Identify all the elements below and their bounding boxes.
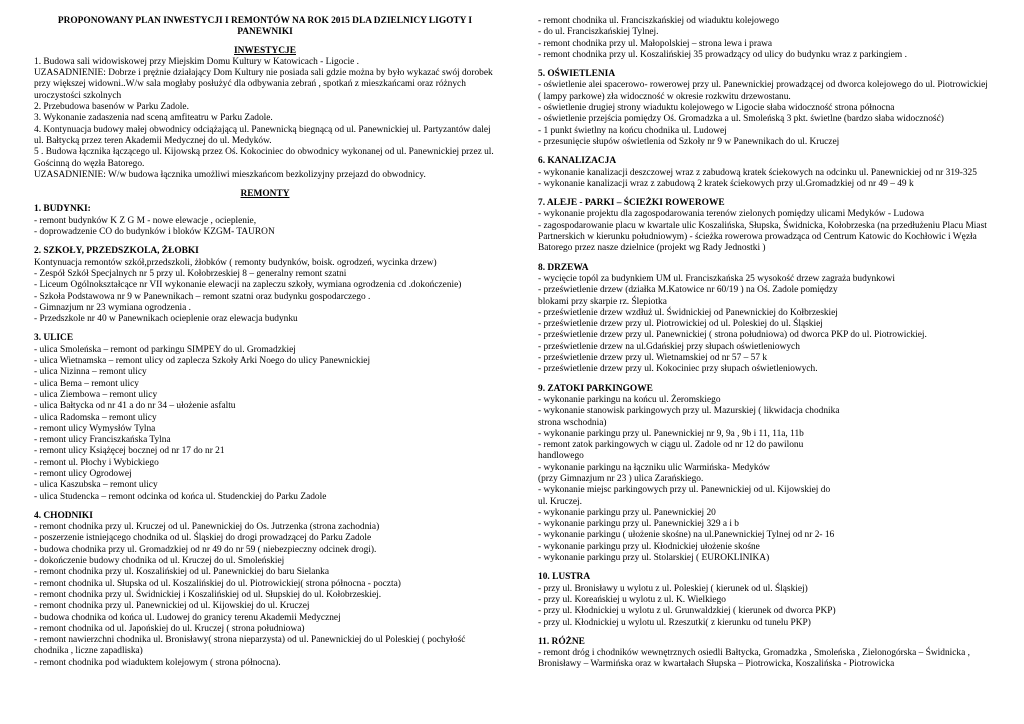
- investment-line: 5 . Budowa łącznika łączącego ul. Kijowską przez Oś. Kokociniec do obwodnicy wykonanej od ul. Panewnickiej przez ul. Gościnną do węzła Batorego.: [34, 147, 494, 169]
- investment-line: 3. Wykonanie zadaszenia nad sceną amfiteatru w Parku Zadole.: [34, 113, 273, 124]
- list-item: - prześwietlenie drzew przy ul. Wietnamskiej od nr 57 – 57 k: [538, 353, 768, 364]
- list-item: - ulica Bałtycka od nr 41 a do nr 34 – ułożenie asfaltu: [34, 401, 236, 412]
- list-item: - wykonanie kanalizacji wraz z zabudową 2 kratek ściekowych przy ul.Gromadzkiej od nr 49 – 49 k: [538, 178, 914, 189]
- list-item: - remont chodnika przy ul. Koszalińskiej od ul. Panewnickiej do baru Sielanka: [34, 567, 329, 578]
- list-item: - Liceum Ogólnokształcące nr VII wykonanie elewacji na zapleczu szkoły, wymiana ogrodzenia cd .dokończenie): [34, 280, 462, 291]
- document-title: PROPONOWANY PLAN INWESTYCJI I REMONTÓW NA ROK 2015 DLA DZIELNICY LIGOTY I PANEWNIKI: [57, 16, 473, 38]
- list-item: - oświetlenie przejścia pomiędzy Oś. Gromadzka a ul. Smoleńską 3 pkt. świetlne (bardzo słaba widoczność): [538, 114, 944, 125]
- list-item: - remont chodnika ul. Franciszkańskiej od wiaduktu kolejowego: [538, 16, 780, 26]
- list-item: - Przedszkole nr 40 w Panewnikach ocieplenie oraz elewacja budynku: [34, 314, 298, 325]
- list-item: - ulica Studencka – remont odcinka od końca ul. Studenckiej do Parku Zadole: [34, 491, 327, 502]
- list-item: - remont dróg i chodników wewnętrznych osiedli Bałtycka, Gromadzka , Smoleńska , Zielonogórska – Świdnicka , Bronisławy – Warmińska oraz w kwartałach Słupska – Piotrowicka, Koszalińska - Piotrowicka: [538, 648, 970, 670]
- list-item: - Szkoła Podstawowa nr 9 w Panewnikach – remont szatni oraz budynku gospodarczego .: [34, 291, 371, 302]
- investments-heading: INWESTYCJE: [234, 45, 296, 56]
- section-title: 5. OŚWIETLENIA: [538, 69, 616, 80]
- list-item: - remont chodnika przy ul. Małopolskiej – strona lewa i prawa: [538, 38, 773, 49]
- list-item: - prześwietlenie drzew na ul.Gdańskiej przy słupach oświetleniowych: [538, 341, 800, 352]
- list-item: - przy ul. Kłodnickiej u wylotu ul. Rzeszutki( z kierunku od tunelu PKP): [538, 617, 811, 628]
- list-item: - doprowadzenie CO do budynków i bloków KZGM- TAURON: [34, 227, 275, 238]
- list-item: blokami przy skarpie rz. Ślepiotka: [538, 296, 667, 307]
- investment-justification: UZASADNIENIE: W/w budowa łącznika umożliwi mieszkańcom bezkolizyjny przejazd do obwodnicy.: [34, 169, 426, 180]
- list-item: - wycięcie topól za budynkiem UM ul. Franciszkańska 25 wysokość drzew zagraża budynkowi: [538, 273, 895, 284]
- investment-line: 1. Budowa sali widowiskowej przy Miejskim Domu Kultury w Katowicach - Ligocie .: [34, 56, 359, 67]
- section-title: 7. ALEJE - PARKI – ŚCIEŻKI ROWEROWE: [538, 198, 725, 209]
- list-item: - przy ul. Kłodnickiej u wylotu z ul. Grunwaldzkiej ( kierunek od dworca PKP): [538, 606, 836, 617]
- list-item: - remont ulicy Książęcej bocznej od nr 17 do nr 21: [34, 446, 225, 457]
- list-item: - wykonanie miejsc parkingowych przy ul. Panewnickiej od ul. Kijowskiej do: [538, 485, 831, 496]
- list-item: - ulica Smoleńska – remont od parkingu SIMPEY do ul. Gromadzkiej: [34, 344, 296, 355]
- section-title: 9. ZATOKI PARKINGOWE: [538, 383, 653, 394]
- list-item: - wykonanie parkingu ( ułożenie skośne) na ul.Panewnickiej Tylnej od nr 2- 16: [538, 530, 835, 541]
- list-item: - remont chodnika pod wiaduktem kolejowym ( strona północna).: [34, 657, 281, 668]
- list-item: - wykonanie parkingu przy ul. Stolarskiej ( EUROKLINIKA): [538, 553, 770, 564]
- list-item: - remont chodnika ul. Słupska od ul. Koszalińskiej do ul. Piotrowickiej( strona północna - poczta): [34, 578, 401, 589]
- list-item: - remont chodnika przy ul. Kruczej od ul. Panewnickiej do Os. Jutrzenka (strona zachodnia): [34, 522, 380, 533]
- list-item: - do ul. Franciszkańskiej Tylnej.: [538, 27, 659, 38]
- list-item: - wykonanie parkingu przy ul. Panewnickiej 329 a i b: [538, 519, 739, 530]
- list-item: - remont nawierzchni chodnika ul. Bronisławy( strona nieparzysta) od ul. Panewnickiej do ul Poleskiej ( pochyłość chodnika , liczne zapadliska): [34, 635, 466, 657]
- list-item: - budowa chodnika przy ul. Gromadzkiej od nr 49 do nr 59 ( niebezpieczny odcinek drogi).: [34, 544, 377, 555]
- list-item: - wykonanie projektu dla zagospodarowania terenów zielonych pomiędzy ulicami Medyków - Ludowa: [538, 209, 925, 220]
- list-item: - prześwietlenie drzew (działka M.Katowice nr 60/19 ) na Oś. Zadole pomiędzy: [538, 285, 838, 296]
- investment-line: 2. Przebudowa basenów w Parku Zadole.: [34, 102, 189, 113]
- list-item: Kontynuacja remontów szkół,przedszkoli, żłobków ( remonty budynków, boisk. ogrodzeń, wycinka drzew): [34, 257, 437, 268]
- list-item: - ulica Ziembowa – remont ulicy: [34, 389, 158, 400]
- list-item: - ulica Kaszubska – remont ulicy: [34, 480, 158, 491]
- list-item: - prześwietlenie drzew przy ul. Piotrowickiej od ul. Poleskiej do ul. Śląskiej: [538, 319, 823, 330]
- list-item: - wykonanie parkingu przy ul. Panewnickiej nr 9, 9a , 9b i 11, 11a, 11b: [538, 428, 804, 439]
- left-column: [34, 16, 496, 669]
- list-item: - ulica Wietnamska – remont ulicy od zaplecza Szkoły Arki Noego do ulicy Panewnickiej: [34, 356, 371, 367]
- investment-justification: UZASADNIENIE: Dobrze i prężnie działający Dom Kultury nie posiada sali gdzie można by było wykazać swój dorobek przy większej widowni..W/w sala mogłaby posłużyć dla odbywania zebrań , spotkań z mieszkańcami oraz różnych uroczystości szkolnych: [34, 68, 493, 101]
- list-item: - przesunięcie słupów oświetlenia od Szkoły nr 9 w Panewnikach do ul. Kruczej: [538, 136, 840, 147]
- list-item: - dokończenie budowy chodnika od ul. Kruczej do ul. Smoleńskiej: [34, 556, 285, 567]
- list-item: - ulica Nizinna – remont ulicy: [34, 367, 147, 378]
- section-title: 1. BUDYNKI:: [34, 204, 91, 215]
- list-item: ul. Kruczej.: [538, 496, 582, 507]
- list-item: - prześwietlenie drzew przy ul. Panewnickiej ( strona południowa) od dworca PKP do ul. Piotrowickiej.: [538, 330, 927, 341]
- investment-line: 4. Kontynuacja budowy małej obwodnicy odciążającą ul. Panewnicką biegnącą od ul. Panewnickiej ul. Partyzantów dalej ul. Bałtycką przez teren Akademii Medycznej do ul. Medyków.: [34, 124, 491, 146]
- list-item: - przy ul. Koreańskiej u wylotu z ul. K. Wielkiego: [538, 594, 726, 605]
- list-item: - prześwietlenie drzew wzdłuż ul. Świdnickiej od Panewnickiej do Kołbrzeskiej: [538, 307, 838, 318]
- section-title: 6. KANALIZACJA: [538, 156, 617, 167]
- list-item: - remont chodnika przy ul. Koszalińskiej 35 prowadzący od ulicy do budynku wraz z parkingiem .: [538, 49, 907, 60]
- list-item: - remont ulicy Ogrodowej: [34, 468, 132, 479]
- list-item: - wykonanie stanowisk parkingowych przy ul. Mazurskiej ( likwidacja chodnika: [538, 406, 840, 417]
- list-item: - wykonanie kanalizacji deszczowej wraz z zabudową kratek ściekowych na odcinku ul. Panewnickiej od nr 319-325: [538, 167, 977, 178]
- section-title: 8. DRZEWA: [538, 262, 589, 273]
- list-item: - prześwietlenie drzew przy ul. Kokociniec przy słupach oświetleniowych.: [538, 364, 818, 375]
- section-title: 3. ULICE: [34, 333, 74, 344]
- list-item: - wykonanie parkingu przy ul. Panewnickiej 20: [538, 507, 716, 518]
- section-title: 10. LUSTRA: [538, 572, 591, 583]
- section-title: 2. SZKOŁY, PRZEDSZKOLA, ŻŁOBKI: [34, 246, 199, 257]
- right-column: [538, 16, 990, 671]
- list-item: - remont budynków K Z G M - nowe elewacje , ocieplenie,: [34, 215, 257, 226]
- list-item: - poszerzenie istniejącego chodnika od ul. Śląskiej do drogi prowadzącej do Parku Zadole: [34, 533, 372, 544]
- repairs-heading: REMONTY: [240, 189, 290, 200]
- section-title: 4. CHODNIKI: [34, 510, 93, 521]
- list-item: - ulica Bema – remont ulicy: [34, 378, 139, 389]
- list-item: - zagospodarowanie placu w kwartale ulic Koszalińska, Słupska, Świdnicka, Kołobrzeska (na przedłużeniu Placu Miast Partnerskich w kierunku południowym) - ścieżka rowerowa prowadząca od Centrum Katowic do Kochłowic i Węzła Batorego przez nasze dzielnice (projekt wg Rady Jednostki ): [538, 220, 987, 254]
- list-item: - 1 punkt świetlny na końcu chodnika ul. Ludowej: [538, 125, 727, 136]
- list-item: - Zespół Szkół Specjalnych nr 5 przy ul. Kołobrzeskiej 8 – generalny remont szatni: [34, 268, 347, 279]
- list-item: - remont chodnika od ul. Japońskiej do ul. Kruczej ( strona południowa): [34, 623, 305, 634]
- list-item: - budowa chodnika od końca ul. Ludowej do granicy terenu Akademii Medycznej: [34, 612, 341, 623]
- list-item: - oświetlenie alei spacerowo- rowerowej przy ul. Panewnickiej prowadzącej od dworca kolejowego do ul. Piotrowickiej ( lampy parkowe) zła widoczność w okresie rozkwitu drzewostanu.: [538, 80, 988, 102]
- list-item: - remont ulicy Wymysłów Tylna: [34, 423, 156, 434]
- section-title: 11. RÓŻNE: [538, 636, 585, 647]
- list-item: - wykonanie parkingu na łączniku ulic Warmińska- Medyków: [538, 462, 771, 473]
- list-item: strona wschodnia): [538, 417, 607, 428]
- list-item: - oświetlenie drugiej strony wiaduktu kolejowego w Ligocie słaba widoczność strona północna: [538, 103, 895, 114]
- list-item: - ulica Radomska – remont ulicy: [34, 412, 157, 423]
- list-item: - przy ul. Bronisławy u wylotu z ul. Poleskiej ( kierunek od ul. Śląskiej): [538, 583, 808, 594]
- list-item: - remont zatok parkingowych w ciągu ul. Zadole od nr 12 do pawilonu: [538, 440, 804, 451]
- list-item: - wykonanie parkingu na końcu ul. Żeromskiego: [538, 394, 721, 405]
- list-item: - Gimnazjum nr 23 wymiana ogrodzenia .: [34, 302, 191, 313]
- list-item: - wykonanie parkingu przy ul. Kłodnickiej ułożenie skośne: [538, 541, 760, 552]
- list-item: handlowego: [538, 451, 584, 462]
- list-item: (przy Gimnazjum nr 23 ) ulica Zarańskiego.: [538, 473, 704, 484]
- list-item: - remont chodnika przy ul. Panewnickiej od ul. Kijowskiej do ul. Kruczej: [34, 601, 310, 612]
- list-item: - remont ul. Płochy i Wybickiego: [34, 457, 159, 468]
- list-item: - remont ulicy Franciszkańska Tylna: [34, 435, 171, 446]
- list-item: - remont chodnika przy ul. Świdnickiej i Koszalińskiej od ul. Słupskiej do ul. Kołobrzeskiej.: [34, 589, 382, 600]
